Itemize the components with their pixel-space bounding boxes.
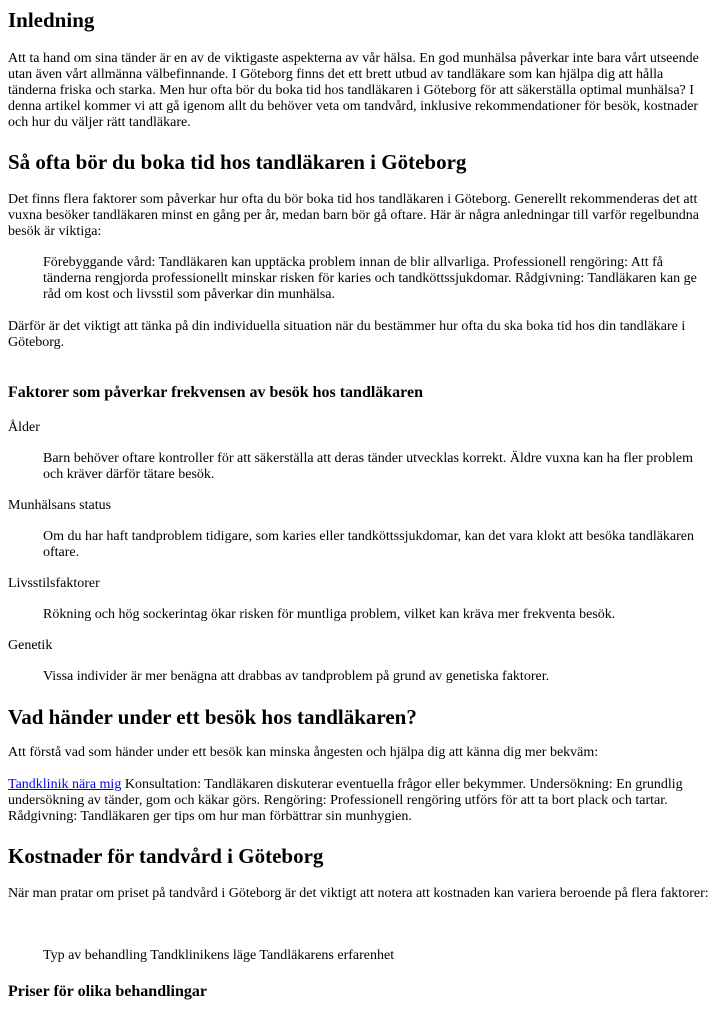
visit-steps xyxy=(8,777,712,825)
factor-desc-oral-status: Om du har haft tandproblem tidigare, som karies eller tandköttssjukdomar, kan det vara klokt att besöka tandläkaren oftare. xyxy=(43,529,695,561)
factor-desc-lifestyle: Rökning och hög sockerintag ökar risken för muntliga problem, vilket kan kräva mer frekventa besök. xyxy=(43,607,616,622)
factor-term-lifestyle: Livsstilsfaktorer xyxy=(8,576,100,591)
costs-quote: Typ av behandling Tandklinikens läge Tandläkarens erfarenhet xyxy=(43,948,395,963)
factor-term-genetics: Genetik xyxy=(8,638,53,653)
frequency-closing: Därför är det viktigt att tänka på din individuella situation när du bestämmer hur ofta du ska boka tid hos din tandläkare i Göteborg. xyxy=(8,319,686,351)
factor-term-oral-status: Munhälsans status xyxy=(8,498,112,513)
frequency-quote: Förebyggande vård: Tandläkaren kan upptäcka problem innan de blir allvarliga. Professionell rengöring: Att få tänderna rengjorda professionellt minskar risken för karies och tandköttssjukdomar. Rådgivning: Tandläkaren kan ge råd om kost och livsstil som påverkar din munhälsa. xyxy=(43,255,697,303)
frequency-paragraph: Det finns flera faktorer som påverkar hur ofta du bör boka tid hos tandläkaren i Göteborg. Generellt rekommenderas det att vuxna besöker tandläkaren minst en gång per år, medan barn bör gå oftare. Här är några anledningar till varför regelbundna besök är viktiga: xyxy=(8,192,699,240)
intro-paragraph: Att ta hand om sina tänder är en av de viktigaste aspekterna av vår hälsa. En god munhälsa påverkar inte bara vårt utseende utan även vårt allmänna välbefinnande. I Göteborg finns det ett brett utbud av tandläkare som kan hjälpa dig att hålla tänderna friska och starka. Men hur ofta bör du boka tid hos tandläkaren i Göteborg för att säkerställa optimal munhälsa? I denna artikel kommer vi att gå igenom allt du behöver veta om tandvård, inklusive rekommendationer för besök, kostnader och hur du väljer rätt tandläkare. xyxy=(8,51,699,131)
factor-desc-age: Barn behöver oftare kontroller för att säkerställa att deras tänder utvecklas korrekt. Äldre vuxna kan ha fler problem och kräver därför tätare besök. xyxy=(43,451,693,483)
factor-term-age: Ålder xyxy=(8,420,40,435)
visit-paragraph: Att förstå vad som händer under ett besök kan minska ångesten och hjälpa dig att känna dig mer bekväm: xyxy=(8,745,599,760)
frequency-heading: Så ofta bör du boka tid hos tandläkaren i Göteborg xyxy=(8,150,467,174)
factors-heading: Faktorer som påverkar frekvensen av besök hos tandläkaren xyxy=(8,384,423,401)
factor-desc-genetics: Vissa individer är mer benägna att drabbas av tandproblem på grund av genetiska faktorer. xyxy=(43,669,550,684)
visit-steps-text: Konsultation: Tandläkaren diskuterar eventuella frågor eller bekymmer. Undersökning: En grundlig undersökning av tänder, gom och käkar görs. Rengöring: Professionell rengöring utförs för att ta bort plack och tartar. Rådgivning: Tandläkaren ger tips om hur man förbättrar sin munhygien. xyxy=(8,777,683,825)
costs-paragraph: När man pratar om priset på tandvård i Göteborg är det viktigt att notera att kostnaden kan variera beroende på flera faktorer: xyxy=(8,886,709,901)
tandklinik-link[interactable]: Tandklinik nära mig xyxy=(8,777,122,792)
prices-subheading: Priser för olika behandlingar xyxy=(8,983,207,1000)
intro-heading: Inledning xyxy=(8,8,95,32)
visit-heading: Vad händer under ett besök hos tandläkaren? xyxy=(8,705,417,729)
costs-heading: Kostnader för tandvård i Göteborg xyxy=(8,844,324,868)
